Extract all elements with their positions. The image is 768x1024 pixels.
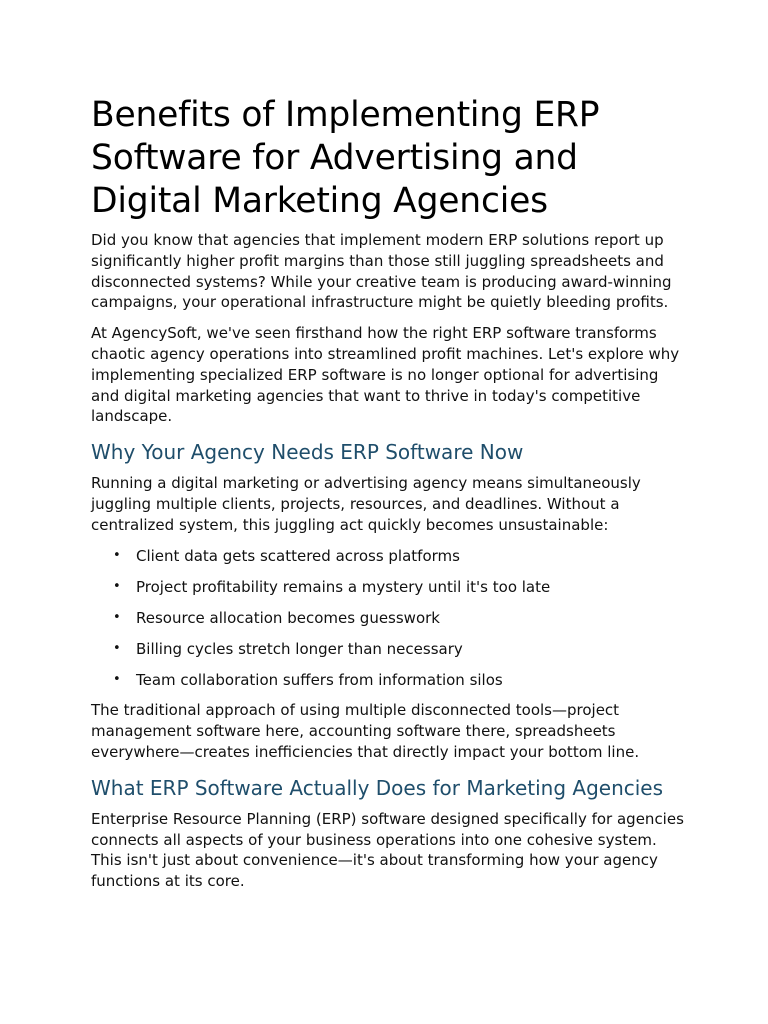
document-title: Benefits of Implementing ERP Software for Advertising and Digital Marketing Agencies: [91, 95, 600, 221]
list-item-text: Billing cycles stretch longer than necessary: [136, 639, 463, 658]
section-why-erp-lead: Running a digital marketing or advertising agency means simultaneously juggling multiple clients, projects, resources, and deadlines. Without a centralized system, this juggling act quickly becomes unsustainable:: [91, 474, 641, 534]
bullet-icon: •: [113, 547, 121, 563]
list-item-text: Client data gets scattered across platforms: [136, 546, 460, 565]
section-why-erp-closing: The traditional approach of using multiple disconnected tools—project management software here, accounting software there, spreadsheets everywhere—creates inefficiencies that directly impact your bottom line.: [91, 701, 640, 762]
list-item: [91, 577, 691, 598]
list-item: [91, 546, 691, 567]
document-page: [91, 94, 691, 902]
list-item-text: Project profitability remains a mystery until it's too late: [136, 577, 551, 596]
intro-paragraph-2: At AgencySoft, we've seen firsthand how the right ERP software transforms chaotic agency operations into streamlined profit machines. Let's explore why implementing specialized ERP software is no longer optional for advertising and digital marketing agencies that want to thrive in today's competitive landscape.: [91, 324, 680, 426]
list-item-text: Team collaboration suffers from information silos: [136, 670, 503, 689]
bullet-icon: •: [113, 640, 121, 656]
problems-bullet-list: [91, 546, 691, 691]
bullet-icon: •: [113, 578, 121, 594]
bullet-icon: •: [113, 671, 121, 687]
intro-paragraph-1: Did you know that agencies that implement modern ERP solutions report up significantly higher profit margins than those still juggling spreadsheets and disconnected systems? While your creative team is producing award-winning campaigns, your operational infrastructure might be quietly bleeding profits.: [91, 231, 672, 312]
section-what-erp-does-body: Enterprise Resource Planning (ERP) software designed specifically for agencies connects all aspects of your business operations into one cohesive system. This isn't just about convenience—it's about transforming how your agency functions at its core.: [91, 809, 684, 891]
list-item-text: Resource allocation becomes guesswork: [136, 608, 440, 627]
section-heading-what-erp-does: What ERP Software Actually Does for Marketing Agencies: [91, 775, 664, 800]
list-item: [91, 670, 691, 691]
section-heading-why-erp: Why Your Agency Needs ERP Software Now: [91, 440, 524, 465]
list-item: [91, 639, 691, 660]
bullet-icon: •: [113, 609, 121, 625]
list-item: [91, 608, 691, 629]
